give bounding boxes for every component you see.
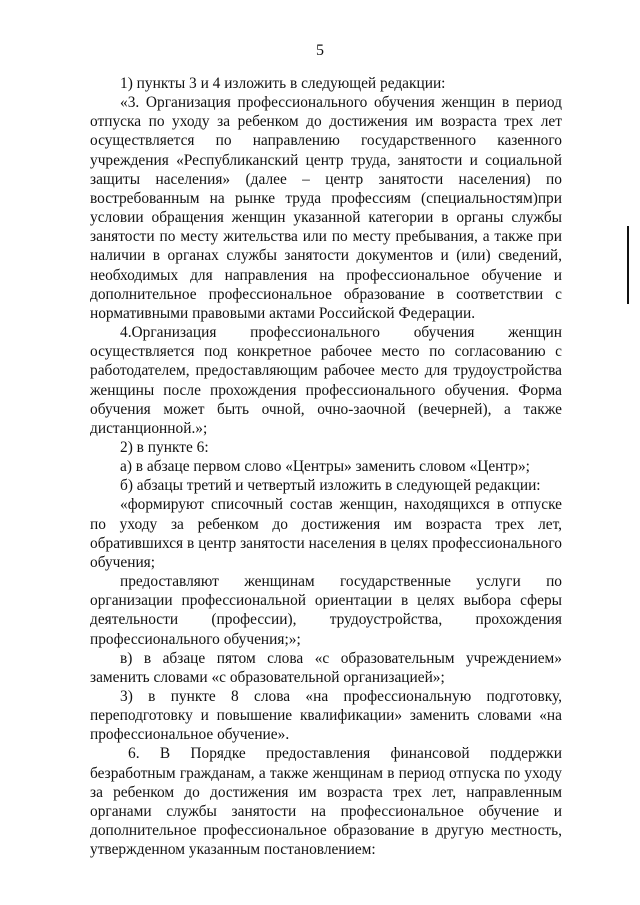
page-number: 5 — [316, 42, 324, 59]
document-body — [90, 74, 562, 859]
paragraph: а) в абзаце первом слово «Центры» заменить словом «Центр»; — [120, 458, 530, 476]
paragraph: 2) в пункте 6: — [120, 438, 209, 456]
paragraph: предоставляют женщинам государственные услуги по организации профессиональной ориентации в целях выбора сферы деятельности (профессии), трудоустройства, прохождения профессионального обучения;»; — [90, 573, 562, 648]
paragraph: в) в абзаце пятом слова «с образовательным учреждением» заменить словами «с образовательной организацией»; — [90, 649, 562, 686]
paragraph: 6. В Порядке предоставления финансовой поддержки безработным гражданам, а также женщинам в период отпуска по уходу за ребенком до достижения им возраста трех лет, направленным органами службы занятости на профессиональное обучение и дополнительное профессиональное образование в другую местность, утвержденном указанным постановлением: — [90, 745, 562, 859]
margin-mark — [627, 226, 629, 304]
paragraph: 1) пункты 3 и 4 изложить в следующей редакции: — [120, 75, 446, 92]
paragraph: 3) в пункте 8 слова «на профессиональную подготовку, переподготовку и повышение квалификации» заменить словами «на профессиональное обучение». — [90, 688, 562, 744]
paragraph: 4.Организация профессионального обучения женщин осуществляется под конкретное рабочее место по согласованию с работодателем, предоставляющим рабочее место для трудоустройства женщины после прохождения профессионального обучения. Форма обучения может быть очной, очно-заочной (вечерней), а также дистанционной.»; — [90, 324, 562, 437]
paragraph: б) абзацы третий и четвертый изложить в следующей редакции: — [120, 477, 541, 495]
paragraph: «3. Организация профессионального обучения женщин в период отпуска по уходу за ребенком до достижения им возраста трех лет осуществляется по направлению государственного казенного учреждения «Республиканский центр труда, занятости и социальной защиты населения» (далее – центр занятости населения) по востребованным на рынке труда профессиям (специальностям)при условии обращения женщин указанной категории в органы службы занятости по месту жительства или по месту пребывания, а также при наличии в органах службы занятости документов и (или) сведений, необходимых для направления на профессиональное обучение и дополнительное профессиональное образование в соответствии с нормативными правовыми актами Российской Федерации. — [90, 94, 562, 322]
paragraph: «формируют списочный состав женщин, находящихся в отпуске по уходу за ребенком до достижения им возраста трех лет, обратившихся в центр занятости населения в целях профессионального обучения; — [90, 496, 562, 571]
